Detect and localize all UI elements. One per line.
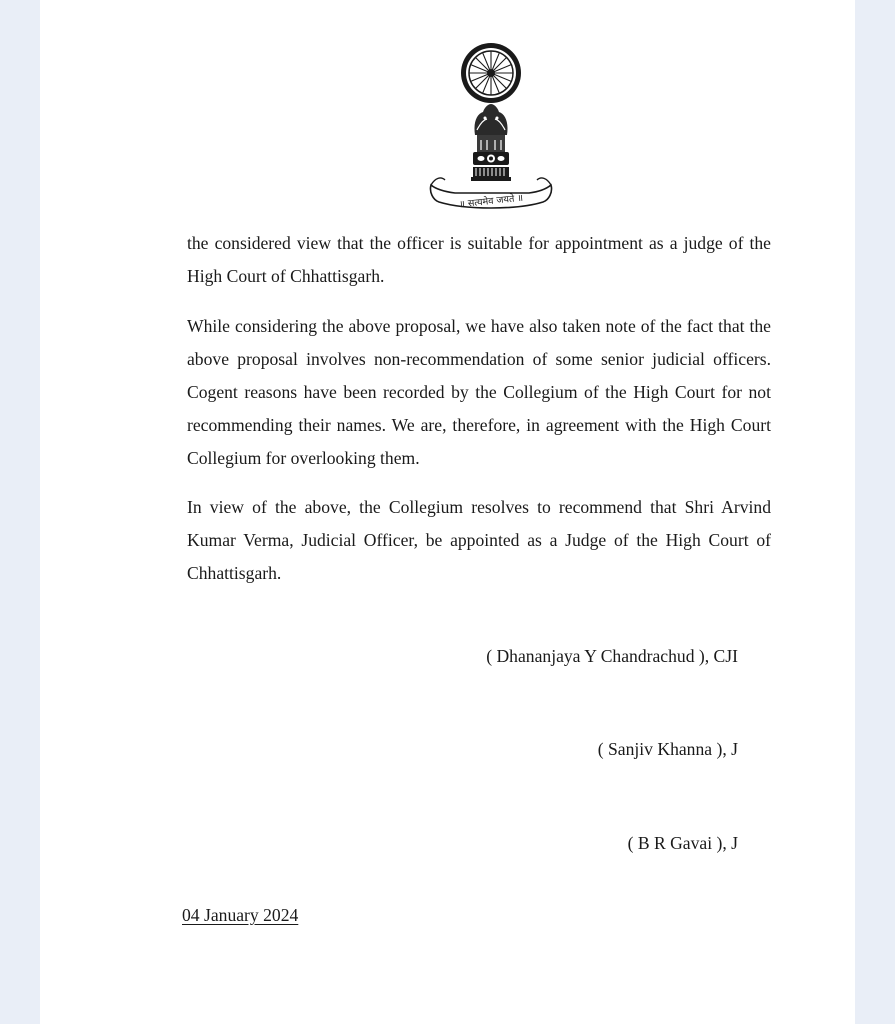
document-date: 04 January 2024 xyxy=(182,905,299,925)
paragraph-3 xyxy=(187,491,771,590)
emblem-motto: ॥ सत्यमेव जयते ॥ xyxy=(458,192,524,211)
paragraph-1 xyxy=(187,227,771,293)
paragraph-2 xyxy=(187,310,771,475)
signatory-cji: ( Dhananjaya Y Chandrachud ), CJI xyxy=(486,646,738,666)
signatory-gavai: ( B R Gavai ), J xyxy=(627,833,738,853)
paragraph-3-text: In view of the above, the Collegium resolves to recommend that Shri Arvind Kumar Verma, Judicial Officer, be appointed as a Judge of the High Court of Chhattisgarh. xyxy=(187,497,771,583)
document-page xyxy=(40,0,855,1024)
paragraph-2-text: While considering the above proposal, we have also taken note of the fact that the above proposal involves non-recommendation of some senior judicial officers. Cogent reasons have been recorded by the Collegium of the High Court for not recommending their names. We are, therefore, in agreement with the High Court Collegium for overlooking them. xyxy=(187,316,771,468)
signatory-khanna: ( Sanjiv Khanna ), J xyxy=(597,739,738,759)
ashoka-emblem-icon xyxy=(425,40,555,215)
paragraph-1-text: the considered view that the officer is suitable for appointment as a judge of the High Court of Chhattisgarh. xyxy=(187,233,771,286)
